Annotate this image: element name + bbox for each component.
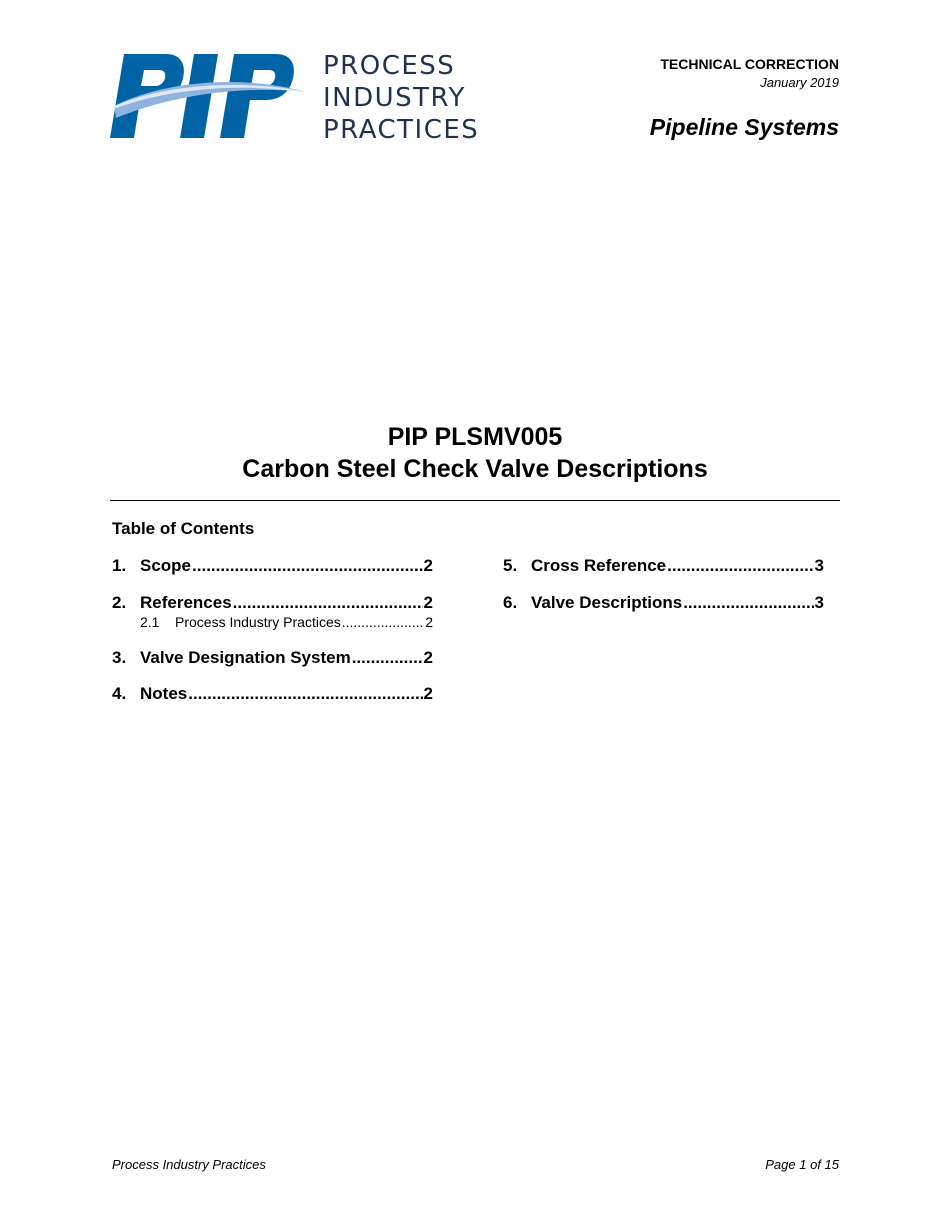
toc-entry-page: 3 [814,593,824,612]
toc-subentry-number: 2.1 [140,614,160,630]
toc-entry-label: Valve Designation System [140,648,351,667]
toc-entry-number: 2. [112,593,127,612]
toc-entry-references[interactable] [112,593,433,613]
toc-entry-number: 1. [112,556,127,575]
toc-entry-label: Valve Descriptions [531,593,683,612]
logo-wordmark [323,50,479,146]
toc-entry-valve-designation-system[interactable] [112,648,433,668]
toc-entry-page: 2 [423,593,433,612]
footer-page-number: Page 1 of 15 [765,1157,839,1172]
toc-subentry-label: Process Industry Practices [175,614,341,630]
title-divider [110,500,840,501]
toc-leader-dots [667,556,813,576]
logo-line-2: INDUSTRY [323,83,466,113]
toc-entry-notes[interactable] [112,684,433,704]
toc-leader-dots [188,684,422,704]
toc-entry-label: Cross Reference [531,556,667,575]
toc-entry-page: 2 [423,684,433,703]
logo-line-1: PROCESS [323,51,456,81]
toc-entry-scope[interactable] [112,556,433,576]
document-code: PIP PLSMV005 [387,423,563,451]
toc-entry-cross-reference[interactable] [503,556,824,576]
category-title: Pipeline Systems [649,114,839,140]
toc-leader-dots [352,648,423,668]
document-title: Carbon Steel Check Valve Descriptions [242,455,708,483]
toc-leader-dots [342,614,424,630]
toc-leader-dots [683,593,813,613]
technical-correction-label: TECHNICAL CORRECTION [660,56,839,72]
footer-organization: Process Industry Practices [112,1157,266,1172]
toc-entry-number: 3. [112,648,127,667]
toc-entry-label: Scope [140,556,192,575]
toc-leader-dots [233,593,423,613]
pip-logo [110,52,310,140]
toc-entry-label: References [140,593,232,612]
toc-leader-dots [192,556,423,576]
toc-entry-page: 2 [423,556,433,575]
toc-subentry-process-industry-practices[interactable] [140,614,433,630]
correction-date: January 2019 [760,75,839,90]
toc-heading: Table of Contents [112,519,255,538]
toc-entry-number: 4. [112,684,127,703]
toc-subentry-page: 2 [425,614,433,630]
toc-entry-label: Notes [140,684,188,703]
toc-entry-number: 5. [503,556,518,575]
toc-entry-valve-descriptions[interactable] [503,593,824,613]
toc-entry-page: 3 [814,556,824,575]
logo-line-3: PRACTICES [323,115,480,145]
toc-entry-number: 6. [503,593,518,612]
toc-entry-page: 2 [423,648,433,667]
